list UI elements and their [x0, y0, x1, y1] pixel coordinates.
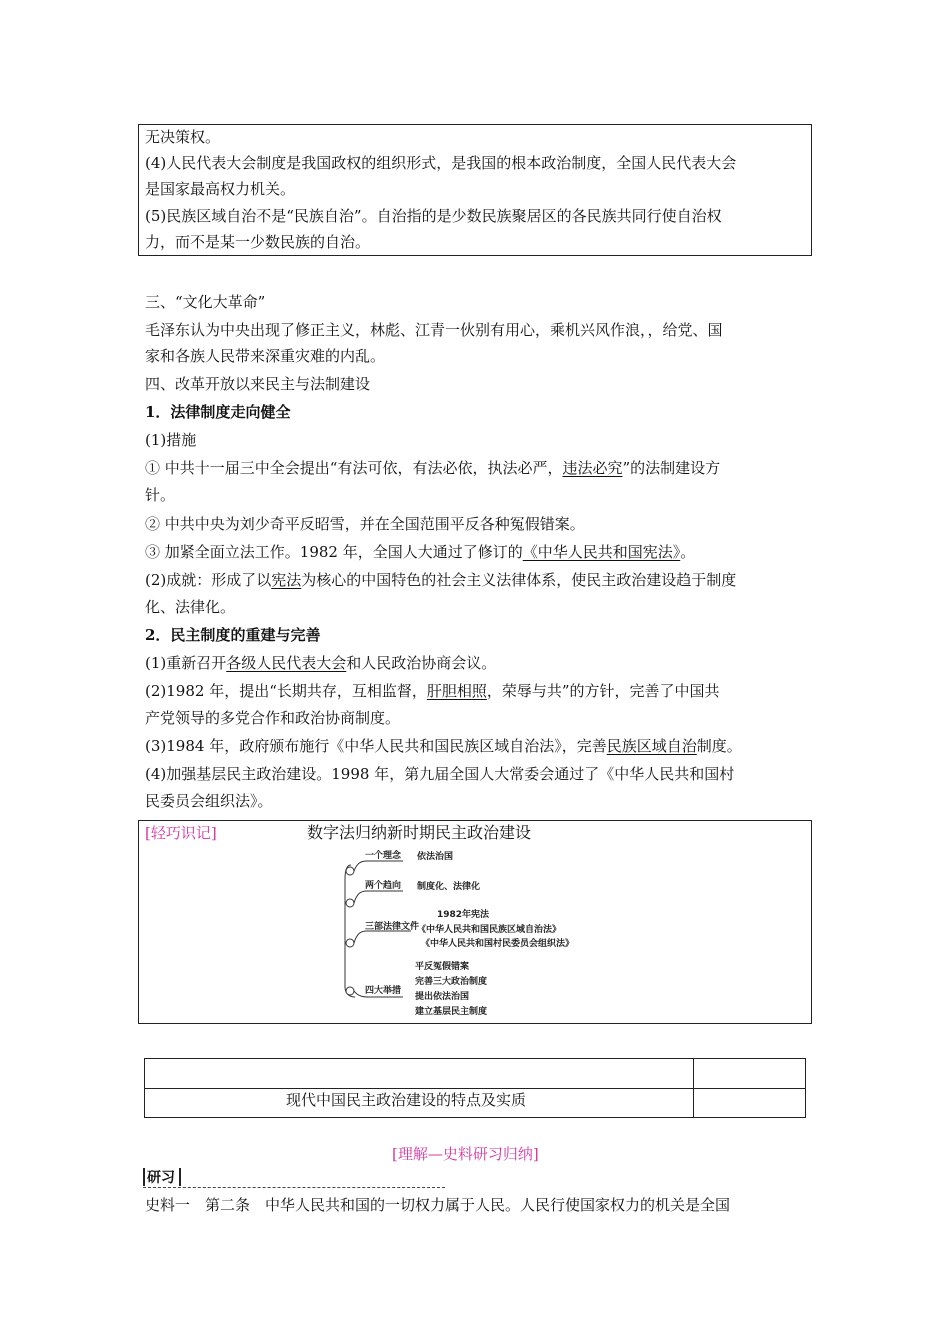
note-line: 力，而不是某一少数民族的自治。	[145, 233, 371, 251]
table-cell: 现代中国民主政治建设的特点及实质	[286, 1091, 527, 1109]
note-line: 是国家最高权力机关。	[145, 180, 296, 198]
branch-node	[346, 867, 354, 875]
section4-heading: 四、改革开放以来民主与法制建设	[145, 375, 371, 393]
source-text: 史料一 第二条 中华人民共和国的一切权力属于人民。人民行使国家权力的机关是全国	[145, 1196, 731, 1214]
democracy-2	[145, 678, 720, 704]
memo-tag: [轻巧识记]	[145, 824, 217, 842]
topic-table	[144, 1058, 806, 1118]
text: ① 中共十一届三中全会提出“有法可依，有法必依，执法必严，	[145, 459, 563, 477]
note-line: (4)人民代表大会制度是我国政权的组织形式，是我国的根本政治制度，全国人民代表大会	[145, 154, 737, 172]
memo-box	[138, 820, 812, 1024]
text: (2)成就：形成了以	[145, 571, 272, 589]
branch-node	[346, 939, 354, 947]
underlined-term: 违法必究	[562, 459, 623, 477]
branch-item: 《中华人民共和国村民委员会组织法》	[421, 939, 575, 949]
text: 和人民政治协商会议。	[346, 654, 497, 672]
democracy-3	[145, 733, 742, 759]
measure-1-cont: 针。	[145, 486, 176, 504]
label-bar	[179, 1168, 181, 1186]
underlined-term: 各级人民代表大会	[226, 654, 347, 672]
text: ③ 加紧全面立法工作。1982 年，全国人大通过了修订的	[145, 543, 523, 561]
text: (2)1982 年，提出“长期共存，互相监督，	[145, 682, 427, 700]
achievement	[145, 567, 736, 593]
branch-label: 四大举措	[365, 986, 402, 996]
measure-3	[145, 539, 695, 565]
dashed-rule	[143, 1187, 445, 1188]
underlined-term: 民族区域自治	[606, 737, 697, 755]
item-label: (1)措施	[145, 431, 197, 449]
branch-item: 提出依法治国	[415, 992, 470, 1002]
text: ，荣辱与共”的方针，完善了中国共	[486, 682, 720, 700]
branch-item: 制度化、法律化	[417, 882, 481, 892]
measure-1	[145, 455, 720, 481]
branch-label: 三部法律文件	[365, 922, 420, 932]
branch-node	[346, 899, 354, 907]
branch-item: 依法治国	[417, 852, 454, 862]
democracy-1	[145, 650, 496, 676]
branch-item: 《中华人民共和国民族区域自治法》	[417, 925, 562, 935]
text: (3)1984 年，政府颁布施行《中华人民共和国民族区域自治法》，完善	[145, 737, 607, 755]
branch-item: 1982年宪法	[437, 910, 490, 920]
study-label: 研习	[147, 1170, 175, 1186]
branch-item: 建立基层民主制度	[415, 1007, 488, 1017]
underlined-term: 《中华人民共和国宪法》	[522, 543, 681, 561]
subheading: 2．民主制度的重建与完善	[145, 626, 321, 644]
note-line: (5)民族区域自治不是“民族自治”。自治指的是少数民族聚居区的各民族共同行使自治权	[145, 207, 722, 225]
label-bar	[143, 1168, 145, 1186]
democracy-4: (4)加强基层民主政治建设。1998 年，第九届全国人大常委会通过了《中华人民共和国村	[145, 765, 735, 783]
democracy-2-cont: 产党领导的多党合作和政治协商制度。	[145, 709, 401, 727]
branch-label: 一个理念	[365, 851, 402, 861]
underlined-term: 肝胆相照	[426, 682, 487, 700]
memo-title: 数字法归纳新时期民主政治建设	[307, 823, 532, 842]
text: (1)重新召开	[145, 654, 227, 672]
note-box-top	[138, 124, 812, 256]
democracy-4-cont: 民委员会组织法》。	[145, 792, 273, 810]
subheading: 1．法律制度走向健全	[145, 403, 291, 421]
study-section-title: [理解—史料研习归纳]	[392, 1145, 539, 1163]
text: 为核心的中国特色的社会主义法律体系，使民主政治建设趋于制度	[301, 571, 737, 589]
branch-item: 平反冤假错案	[415, 962, 470, 972]
measure-2: ② 中共中央为刘少奇平反昭雪，并在全国范围平反各种冤假错案。	[145, 515, 585, 533]
paragraph: 家和各族人民带来深重灾难的内乱。	[145, 347, 386, 365]
summary-diagram	[139, 821, 811, 1023]
paragraph: 毛泽东认为中央出现了修正主义，林彪、江青一伙别有用心，乘机兴风作浪，，给党、国	[145, 321, 723, 339]
achievement-cont: 化、法律化。	[145, 598, 236, 616]
branch-item: 完善三大政治制度	[415, 977, 488, 987]
text: 。	[680, 543, 696, 561]
branch-node	[346, 987, 354, 995]
note-line: 无决策权。	[145, 128, 221, 146]
underlined-term: 宪法	[271, 571, 302, 589]
section3-heading: 三、“文化大革命”	[145, 293, 266, 311]
branch-label: 两个趋向	[365, 881, 402, 891]
text: ”的法制建设方	[622, 459, 721, 477]
text: 制度。	[696, 737, 742, 755]
